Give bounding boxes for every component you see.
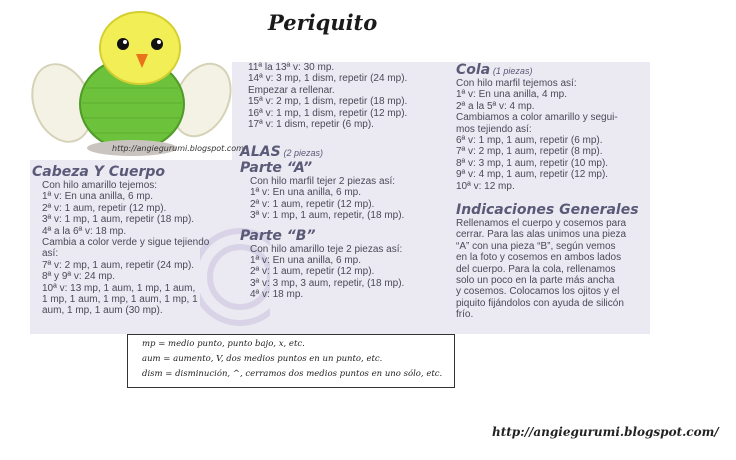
instruction-line: 3ª v: 1 mp, 1 aum, repetir, (18 mp).	[250, 210, 405, 222]
amigurumi-photo	[22, 8, 232, 160]
instruction-line: Rellenamos el cuerpo y cosemos para	[456, 218, 627, 229]
instruction-line: piquito fijándolos con ayuda de silicón	[456, 297, 624, 309]
instruction-line: así:	[42, 248, 59, 260]
instruction-line: Con hilo amarillo tejemos:	[42, 180, 158, 191]
cabeza-cuerpo-heading: Cabeza Y Cuerpo	[32, 164, 165, 180]
instruction-line: 2ª v: 1 aum, repetir (12 mp).	[250, 198, 375, 210]
legend-line: dism = disminución, ^, cerramos dos medios puntos en uno sólo, etc.	[142, 369, 443, 379]
photo-caption: http://angiegurumi.blogspot.com/	[112, 144, 247, 153]
parte-a-heading: Parte “A”	[240, 160, 313, 176]
instruction-line: 16ª v: 1 mp, 1 dism, repetir (12 mp).	[248, 107, 408, 119]
alas-heading: ALAS	[240, 144, 281, 160]
instruction-line: 7ª v: 2 mp, 1 aum, repetir (24 mp).	[42, 259, 195, 271]
instruction-line: 8ª v: 3 mp, 1 aum, repetir (10 mp).	[456, 157, 609, 169]
instruction-line: 2ª a la 5ª v: 4 mp.	[456, 100, 535, 112]
instruction-line: Cambiamos a color amarillo y segui-	[456, 112, 618, 124]
instruction-line: 7ª v: 2 mp, 1 aum, repetir (8 mp).	[456, 146, 603, 158]
instruction-line: 2ª v: 1 aum, repetir (12 mp).	[250, 266, 375, 278]
footer-url: http://angiegurumi.blogspot.com/	[492, 425, 719, 439]
instruction-line: 1ª v: En una anilla, 4 mp.	[456, 89, 567, 101]
instruction-line: 6ª v: 1 mp, 1 aum, repetir (6 mp).	[456, 135, 603, 147]
middle-section	[248, 62, 407, 130]
cola-heading: Cola	[456, 62, 491, 78]
instruction-line: 17ª v: 1 dism, repetir (6 mp).	[248, 119, 374, 131]
instruction-line: Con hilo marfil tejer 2 piezas así:	[250, 176, 396, 187]
instruction-line: 3ª v: 1 mp, 1 aum, repetir (18 mp).	[42, 214, 195, 226]
instruction-line: Cambia a color verde y sigue tejiendo	[42, 237, 210, 249]
instruction-line: “A” con una pieza “B”, según vemos	[456, 240, 616, 252]
parte-b-heading: Parte “B”	[240, 227, 316, 244]
instruction-line: Con hilo marfil tejemos así:	[456, 78, 577, 89]
legend-line: aum = aumento, V, dos medios puntos en un punto, etc.	[142, 354, 383, 364]
instruction-line: 3ª v: 3 mp, 3 aum, repetir, (18 mp).	[250, 277, 405, 289]
instruction-line: 4ª a la 6ª v: 18 mp.	[42, 225, 127, 237]
instruction-line: 4ª v: 18 mp.	[250, 289, 304, 301]
instruction-line: 14ª v: 3 mp, 1 dism, repetir (24 mp).	[248, 73, 408, 85]
cola-section	[456, 62, 618, 192]
instruction-line: 10ª v: 12 mp.	[456, 180, 515, 192]
instruction-line: 2ª v: 1 aum, repetir (12 mp).	[42, 202, 167, 214]
parakeet-image	[22, 8, 232, 160]
page-title: Periquito	[268, 10, 378, 35]
instruction-line: 1 mp, 1 aum, 1 mp, 1 aum, 1 mp, 1	[42, 294, 198, 306]
instruction-line: en la foto y cosemos en ambos lados	[456, 252, 622, 264]
instruction-line: 1ª v: En una anilla, 6 mp.	[250, 255, 361, 267]
alas-section	[240, 144, 404, 301]
instruction-line: 10ª v: 13 mp, 1 aum, 1 mp, 1 aum,	[42, 282, 196, 294]
instruction-line: Con hilo amarillo teje 2 piezas así:	[250, 243, 403, 255]
abbreviation-legend	[127, 334, 455, 388]
cola-note: (1 piezas)	[492, 66, 533, 76]
instruction-line: del cuerpo. Para la cola, rellenamos	[456, 263, 616, 275]
instruction-line: 9ª v: 4 mp, 1 aum, repetir (12 mp).	[456, 169, 609, 181]
instruction-line: solo un poco en la parte más ancha	[456, 275, 615, 287]
indicaciones-section	[456, 202, 639, 321]
alas-note: (2 piezas)	[283, 148, 323, 158]
instruction-line: aum, 1 mp, 1 aum (30 mp).	[42, 305, 163, 317]
instruction-line: frío.	[456, 309, 474, 321]
indicaciones-heading: Indicaciones Generales	[456, 202, 639, 218]
legend-line: mp = medio punto, punto bajo, x, etc.	[142, 339, 305, 349]
instruction-line: Empezar a rellenar.	[248, 84, 335, 96]
instruction-line: cerrar. Para las alas unimos una pieza	[456, 229, 627, 241]
instruction-line: 1ª v: En una anilla, 6 mp.	[42, 191, 153, 203]
instruction-line: 8ª y 9ª v: 24 mp.	[42, 271, 115, 283]
instruction-line: 15ª v: 2 mp, 1 dism, repetir (18 mp).	[248, 96, 408, 108]
instruction-line: mos tejiendo así:	[456, 123, 532, 135]
instruction-line: 11ª la 13ª v: 30 mp.	[248, 62, 335, 73]
cabeza-cuerpo-section	[32, 164, 209, 317]
instruction-line: 1ª v: En una anilla, 6 mp.	[250, 187, 361, 199]
instruction-line: y cosemos. Colocamos los ojitos y el	[456, 286, 620, 298]
